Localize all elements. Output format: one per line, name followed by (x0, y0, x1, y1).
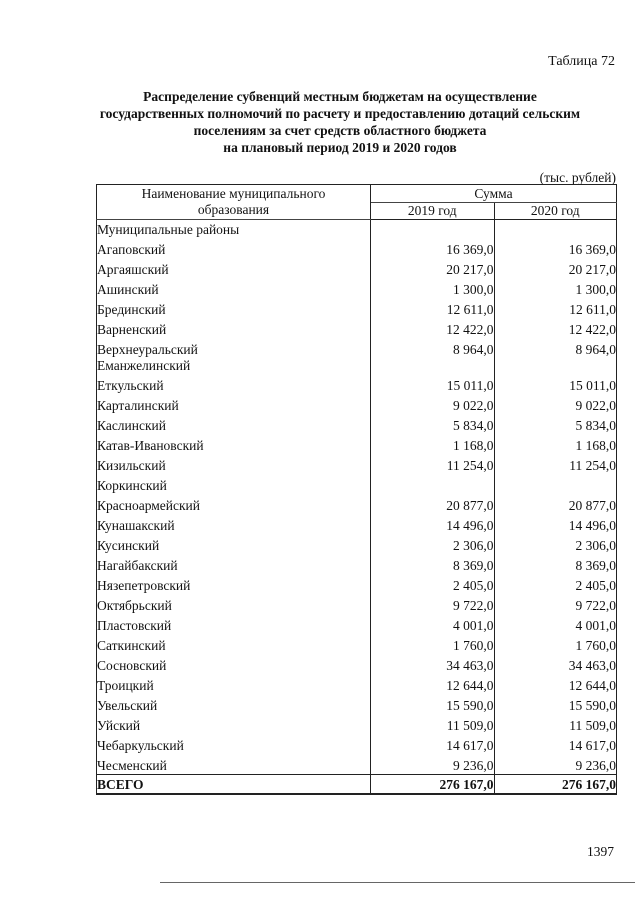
amount-2019: 15 590,0 (371, 694, 494, 714)
amount-2019: 9 236,0 (371, 754, 494, 775)
table-row (97, 434, 617, 454)
amount-2020: 1 300,0 (494, 278, 617, 298)
amount-2020: 12 644,0 (494, 674, 617, 694)
total-2019: 276 167,0 (371, 775, 494, 795)
table-row (97, 414, 617, 434)
table-row (97, 714, 617, 734)
table-row (97, 514, 617, 534)
amount-2019: 11 509,0 (371, 714, 494, 734)
amount-2019: 9 722,0 (371, 594, 494, 614)
amount-2019: 14 617,0 (371, 734, 494, 754)
header-name-line: образования (197, 202, 270, 217)
district-name: Пластовский (97, 614, 371, 634)
amount-2020: 9 722,0 (494, 594, 617, 614)
district-name: Сосновский (97, 654, 371, 674)
amount-2019: 9 022,0 (371, 394, 494, 414)
amount-2019: 1 760,0 (371, 634, 494, 654)
amount-2019: 12 422,0 (371, 318, 494, 338)
amount-2020: 2 306,0 (494, 534, 617, 554)
district-name: Ашинский (97, 278, 371, 298)
amount-2020 (494, 474, 617, 494)
amount-2020 (494, 358, 617, 374)
amount-2020: 2 405,0 (494, 574, 617, 594)
district-name: Кусинский (97, 534, 371, 554)
total-2020: 276 167,0 (494, 775, 617, 795)
table-row (97, 734, 617, 754)
table-row (97, 614, 617, 634)
table-row (97, 318, 617, 338)
header-year-2020: 2020 год (494, 203, 617, 220)
table-row (97, 494, 617, 514)
amount-2020: 4 001,0 (494, 614, 617, 634)
amount-2019: 1 168,0 (371, 434, 494, 454)
district-name: Еманжелинский (97, 358, 371, 374)
section-title: Муниципальные районы (97, 220, 371, 239)
district-name: Брединский (97, 298, 371, 318)
document-title (95, 88, 585, 156)
district-name: Уйский (97, 714, 371, 734)
header-year-2019: 2019 год (371, 203, 494, 220)
amount-2020: 9 236,0 (494, 754, 617, 775)
district-name: Каслинский (97, 414, 371, 434)
table-row (97, 278, 617, 298)
amount-2020: 11 254,0 (494, 454, 617, 474)
amount-2019: 2 306,0 (371, 534, 494, 554)
amount-2019: 12 611,0 (371, 298, 494, 318)
amount-2019: 34 463,0 (371, 654, 494, 674)
amount-2020: 9 022,0 (494, 394, 617, 414)
table-row (97, 554, 617, 574)
header-name (97, 185, 371, 220)
table-row (97, 298, 617, 318)
district-name: Коркинский (97, 474, 371, 494)
header-name-line: Наименование муниципального (141, 186, 326, 201)
table-row (97, 674, 617, 694)
district-name: Увельский (97, 694, 371, 714)
amount-2020: 15 590,0 (494, 694, 617, 714)
amount-2019: 8 964,0 (371, 338, 494, 358)
amount-2020: 20 217,0 (494, 258, 617, 278)
amount-2019: 8 369,0 (371, 554, 494, 574)
amount-2019: 20 877,0 (371, 494, 494, 514)
table-row (97, 574, 617, 594)
amount-2019: 16 369,0 (371, 238, 494, 258)
table-row (97, 238, 617, 258)
district-name: Чесменский (97, 754, 371, 775)
amount-2020: 12 422,0 (494, 318, 617, 338)
amount-2019: 2 405,0 (371, 574, 494, 594)
table-row (97, 474, 617, 494)
amount-2019: 1 300,0 (371, 278, 494, 298)
amount-2019 (371, 358, 494, 374)
table-row (97, 594, 617, 614)
total-label: ВСЕГО (97, 775, 371, 795)
table-row (97, 374, 617, 394)
table-row (97, 694, 617, 714)
amount-2020: 14 617,0 (494, 734, 617, 754)
amount-2020: 8 369,0 (494, 554, 617, 574)
district-name: Троицкий (97, 674, 371, 694)
amount-2019: 12 644,0 (371, 674, 494, 694)
amount-2020: 11 509,0 (494, 714, 617, 734)
district-name: Нязепетровский (97, 574, 371, 594)
district-name: Еткульский (97, 374, 371, 394)
amount-2019: 5 834,0 (371, 414, 494, 434)
page-number: 1397 (587, 844, 614, 859)
footer-divider (160, 882, 635, 883)
table-row (97, 258, 617, 278)
amount-2020: 14 496,0 (494, 514, 617, 534)
district-name: Карталинский (97, 394, 371, 414)
title-line: на плановый период 2019 и 2020 годов (223, 140, 457, 155)
header-sum: Сумма (371, 185, 617, 203)
amount-2020: 15 011,0 (494, 374, 617, 394)
district-name: Красноармейский (97, 494, 371, 514)
table-row (97, 754, 617, 775)
district-name: Октябрьский (97, 594, 371, 614)
district-name: Аргаяшский (97, 258, 371, 278)
amount-2020: 20 877,0 (494, 494, 617, 514)
district-name: Верхнеуральский (97, 338, 371, 358)
amount-2020: 12 611,0 (494, 298, 617, 318)
amount-2019: 20 217,0 (371, 258, 494, 278)
amount-2020: 8 964,0 (494, 338, 617, 358)
table-row (97, 534, 617, 554)
title-line: поселениям за счет средств областного бюджета (193, 123, 487, 138)
table-row (97, 654, 617, 674)
amount-2019: 11 254,0 (371, 454, 494, 474)
district-name: Варненский (97, 318, 371, 338)
district-name: Чебаркульский (97, 734, 371, 754)
amount-2020: 34 463,0 (494, 654, 617, 674)
amount-2020: 1 168,0 (494, 434, 617, 454)
district-name: Агаповский (97, 238, 371, 258)
district-name: Нагайбакский (97, 554, 371, 574)
table-row (97, 338, 617, 358)
table-row (97, 358, 617, 374)
district-name: Кизильский (97, 454, 371, 474)
district-name: Кунашакский (97, 514, 371, 534)
amount-2019: 15 011,0 (371, 374, 494, 394)
table-row (97, 454, 617, 474)
amount-2020: 1 760,0 (494, 634, 617, 654)
total-row (97, 775, 617, 795)
title-line: государственных полномочий по расчету и предоставлению дотаций сельским (99, 106, 581, 121)
amount-2020: 5 834,0 (494, 414, 617, 434)
amount-2019 (371, 474, 494, 494)
district-name: Саткинский (97, 634, 371, 654)
district-name: Катав-Ивановский (97, 434, 371, 454)
table-row (97, 634, 617, 654)
amount-2019: 14 496,0 (371, 514, 494, 534)
table-number-label: Таблица 72 (548, 54, 615, 69)
amount-2019: 4 001,0 (371, 614, 494, 634)
table-row (97, 394, 617, 414)
amount-2020: 16 369,0 (494, 238, 617, 258)
unit-label: (тыс. рублей) (539, 170, 616, 185)
title-line: Распределение субвенций местным бюджетам на осуществление (143, 89, 537, 104)
subvention-table (96, 184, 617, 795)
